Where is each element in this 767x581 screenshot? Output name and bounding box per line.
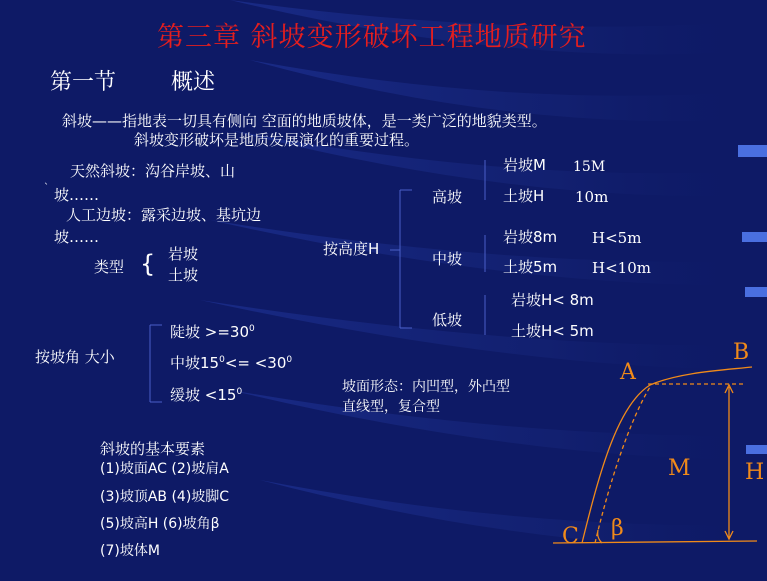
type-brace: { <box>140 250 156 278</box>
type-soil: 土坡 <box>168 266 199 284</box>
label-beta: β <box>611 516 624 541</box>
mid-rock: 岩坡8m <box>503 228 558 246</box>
angle-label: 按坡角 大小 <box>35 348 115 366</box>
mid-rock-value: H<5m <box>592 229 642 247</box>
degree-sup: 0 <box>236 387 243 397</box>
section-name: 概述 <box>171 70 216 95</box>
page-title: 第三章 斜坡变形破坏工程地质研究 <box>157 22 587 53</box>
angle-mid-text-b: <= <30 <box>224 354 287 372</box>
slope-shape-line-1: 坡面形态：内凹型，外凸型 <box>342 379 510 395</box>
high-soil-value: 10m <box>575 188 609 206</box>
degree-sup: 0 <box>249 324 255 334</box>
angle-steep-text: 陡坡 >=30 <box>170 323 249 341</box>
elements-row-3: (5)坡高H (6)坡角β <box>100 516 220 532</box>
definition-line-1: 斜坡——指地表一切具有侧向 空面的地质坡体，是一类广泛的地貌类型。 <box>62 112 547 130</box>
high-rock: 岩坡M <box>503 156 546 174</box>
high-slope-label: 高坡 <box>432 188 463 206</box>
slope-surface <box>582 367 752 543</box>
section-number: 第一节 <box>50 70 117 95</box>
natural-slope-line-2: 坡…… <box>54 186 100 204</box>
natural-slope-line-1: 天然斜坡：沟谷岸坡、山 <box>70 162 236 180</box>
artificial-slope-line-2: 坡…… <box>54 228 100 246</box>
degree-sup: 0 <box>219 355 225 365</box>
type-rock: 岩坡 <box>168 245 199 263</box>
label-C: C <box>562 524 579 549</box>
label-M: M <box>668 456 691 481</box>
label-A: A <box>620 360 636 385</box>
angle-arc <box>598 530 602 543</box>
mid-soil-value: H<10m <box>592 259 651 277</box>
height-label: 按高度H <box>323 240 380 258</box>
elements-row-1: (1)坡面AC (2)坡肩A <box>100 461 229 477</box>
mid-soil: 土坡5m <box>503 258 558 276</box>
low-soil: 土坡H< 5m <box>511 322 594 340</box>
high-rock-value: 15M <box>573 159 606 175</box>
bullet-mark: ˎ <box>44 174 49 185</box>
low-slope-label: 低坡 <box>432 311 463 329</box>
type-label: 类型 <box>94 258 125 276</box>
elements-row-2: (3)坡顶AB (4)坡脚C <box>100 489 230 505</box>
label-H: H <box>745 460 765 485</box>
high-soil: 土坡H <box>503 187 545 205</box>
mid-slope-label: 中坡 <box>432 250 463 268</box>
angle-mid-text-a: 中坡15 <box>170 354 220 372</box>
elements-title: 斜坡的基本要素 <box>100 440 206 458</box>
angle-gentle-text: 缓坡 <15 <box>170 386 237 404</box>
ground-line <box>553 541 757 543</box>
degree-sup: 0 <box>286 355 293 365</box>
artificial-slope-line-1: 人工边坡：露采边坡、基坑边 <box>66 206 262 224</box>
label-B: B <box>733 340 750 365</box>
low-rock: 岩坡H< 8m <box>511 291 594 309</box>
elements-row-4: (7)坡体M <box>100 543 160 559</box>
definition-line-2: 斜坡变形破坏是地质发展演化的重要过程。 <box>134 131 420 149</box>
slope-shape-line-2: 直线型，复合型 <box>342 399 440 415</box>
